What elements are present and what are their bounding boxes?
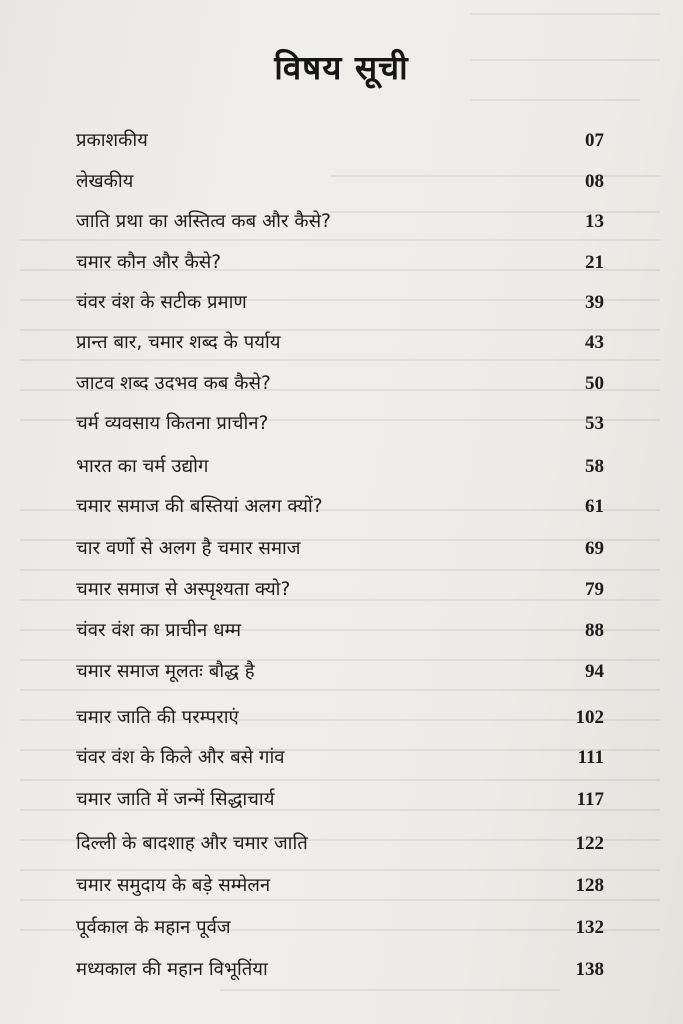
- toc-entry[interactable]: [76, 614, 604, 648]
- toc-entry[interactable]: [76, 783, 604, 817]
- toc-entry-label: प्रकाशकीय: [76, 130, 148, 151]
- toc-entry-label: जाति प्रथा का अस्तित्व कब और कैसे?: [76, 211, 331, 232]
- toc-entry-page-number: 39: [585, 292, 604, 313]
- toc-entry[interactable]: [76, 741, 604, 775]
- toc-entry-page-number: 53: [585, 413, 604, 434]
- toc-entry-label: चर्म व्यवसाय कितना प्राचीन?: [76, 413, 269, 434]
- toc-entry[interactable]: [76, 573, 604, 607]
- toc-entry-page-number: 128: [575, 875, 604, 896]
- toc-entry-page-number: 13: [585, 211, 604, 232]
- toc-entry[interactable]: [76, 532, 604, 566]
- toc-entry-label: चमार कौन और कैसे?: [76, 252, 222, 273]
- toc-entry-label: चमार जाति में जन्में सिद्धाचार्य: [76, 789, 275, 810]
- toc-entry-label: जाटव शब्द उदभव कब कैसे?: [76, 373, 271, 394]
- toc-entry[interactable]: [76, 286, 604, 320]
- toc-entry[interactable]: [76, 326, 604, 360]
- toc-entry-page-number: 43: [585, 332, 604, 353]
- toc-entry[interactable]: [76, 655, 604, 689]
- toc-entry-page-number: 50: [585, 373, 604, 394]
- toc-entry-label: चंवर वंश का प्राचीन धम्म: [76, 620, 242, 641]
- toc-entry-page-number: 07: [585, 130, 604, 151]
- toc-entry[interactable]: [76, 407, 604, 441]
- toc-entry-page-number: 61: [585, 496, 604, 517]
- toc-entry-page-number: 08: [585, 171, 604, 192]
- toc-entry-label: प्रान्त बार, चमार शब्द के पर्याय: [76, 332, 281, 353]
- toc-entry-page-number: 122: [575, 833, 604, 854]
- toc-entry[interactable]: [76, 205, 604, 239]
- toc-entry[interactable]: [76, 246, 604, 280]
- toc-entry[interactable]: [76, 827, 604, 861]
- toc-entry-label: मध्यकाल की महान विभूतिंया: [76, 959, 268, 980]
- toc-entry-page-number: 58: [585, 456, 604, 477]
- toc-entry[interactable]: [76, 450, 604, 484]
- toc-entry[interactable]: [76, 911, 604, 945]
- toc-entry-page-number: 94: [585, 661, 604, 682]
- toc-entry-label: भारत का चर्म उद्योग: [76, 456, 209, 477]
- toc-entry-page-number: 132: [575, 917, 604, 938]
- toc-entry-page-number: 111: [577, 747, 604, 768]
- toc-entry[interactable]: [76, 953, 604, 987]
- toc-entry-page-number: 138: [575, 959, 604, 980]
- toc-entry-label: चंवर वंश के किले और बसे गांव: [76, 747, 285, 768]
- toc-entry-label: चंवर वंश के सटीक प्रमाण: [76, 292, 247, 313]
- toc-entry-page-number: 117: [576, 789, 604, 810]
- toc-entry-label: चमार समाज से अस्पृश्यता क्यो?: [76, 579, 291, 600]
- page-title: विषय सूची: [274, 48, 409, 87]
- toc-entry-label: चमार समाज मूलतः बौद्ध है: [76, 661, 255, 682]
- toc-entry[interactable]: [76, 701, 604, 735]
- toc-entry-page-number: 88: [585, 620, 604, 641]
- toc-entry-page-number: 102: [575, 707, 604, 728]
- toc-entry-page-number: 69: [585, 538, 604, 559]
- toc-entry[interactable]: [76, 490, 604, 524]
- toc-entry-page-number: 21: [585, 252, 604, 273]
- toc-entry-label: पूर्वकाल के महान पूर्वज: [76, 917, 231, 938]
- toc-entry-label: चमार समाज की बस्तियां अलग क्यों?: [76, 496, 323, 517]
- toc-entry[interactable]: [76, 869, 604, 903]
- toc-entry[interactable]: [76, 124, 604, 158]
- toc-entry-label: चमार समुदाय के बड़े सम्मेलन: [76, 875, 271, 896]
- toc-entry-label: लेखकीय: [76, 171, 134, 192]
- toc-entry[interactable]: [76, 367, 604, 401]
- toc-entry-label: चमार जाति की परम्पराएं: [76, 707, 239, 728]
- toc-entry-label: चार वर्णो से अलग है चमार समाज: [76, 538, 301, 559]
- toc-entry[interactable]: [76, 165, 604, 199]
- toc-entry-label: दिल्ली के बादशाह और चमार जाति: [76, 833, 308, 854]
- toc-entry-page-number: 79: [585, 579, 604, 600]
